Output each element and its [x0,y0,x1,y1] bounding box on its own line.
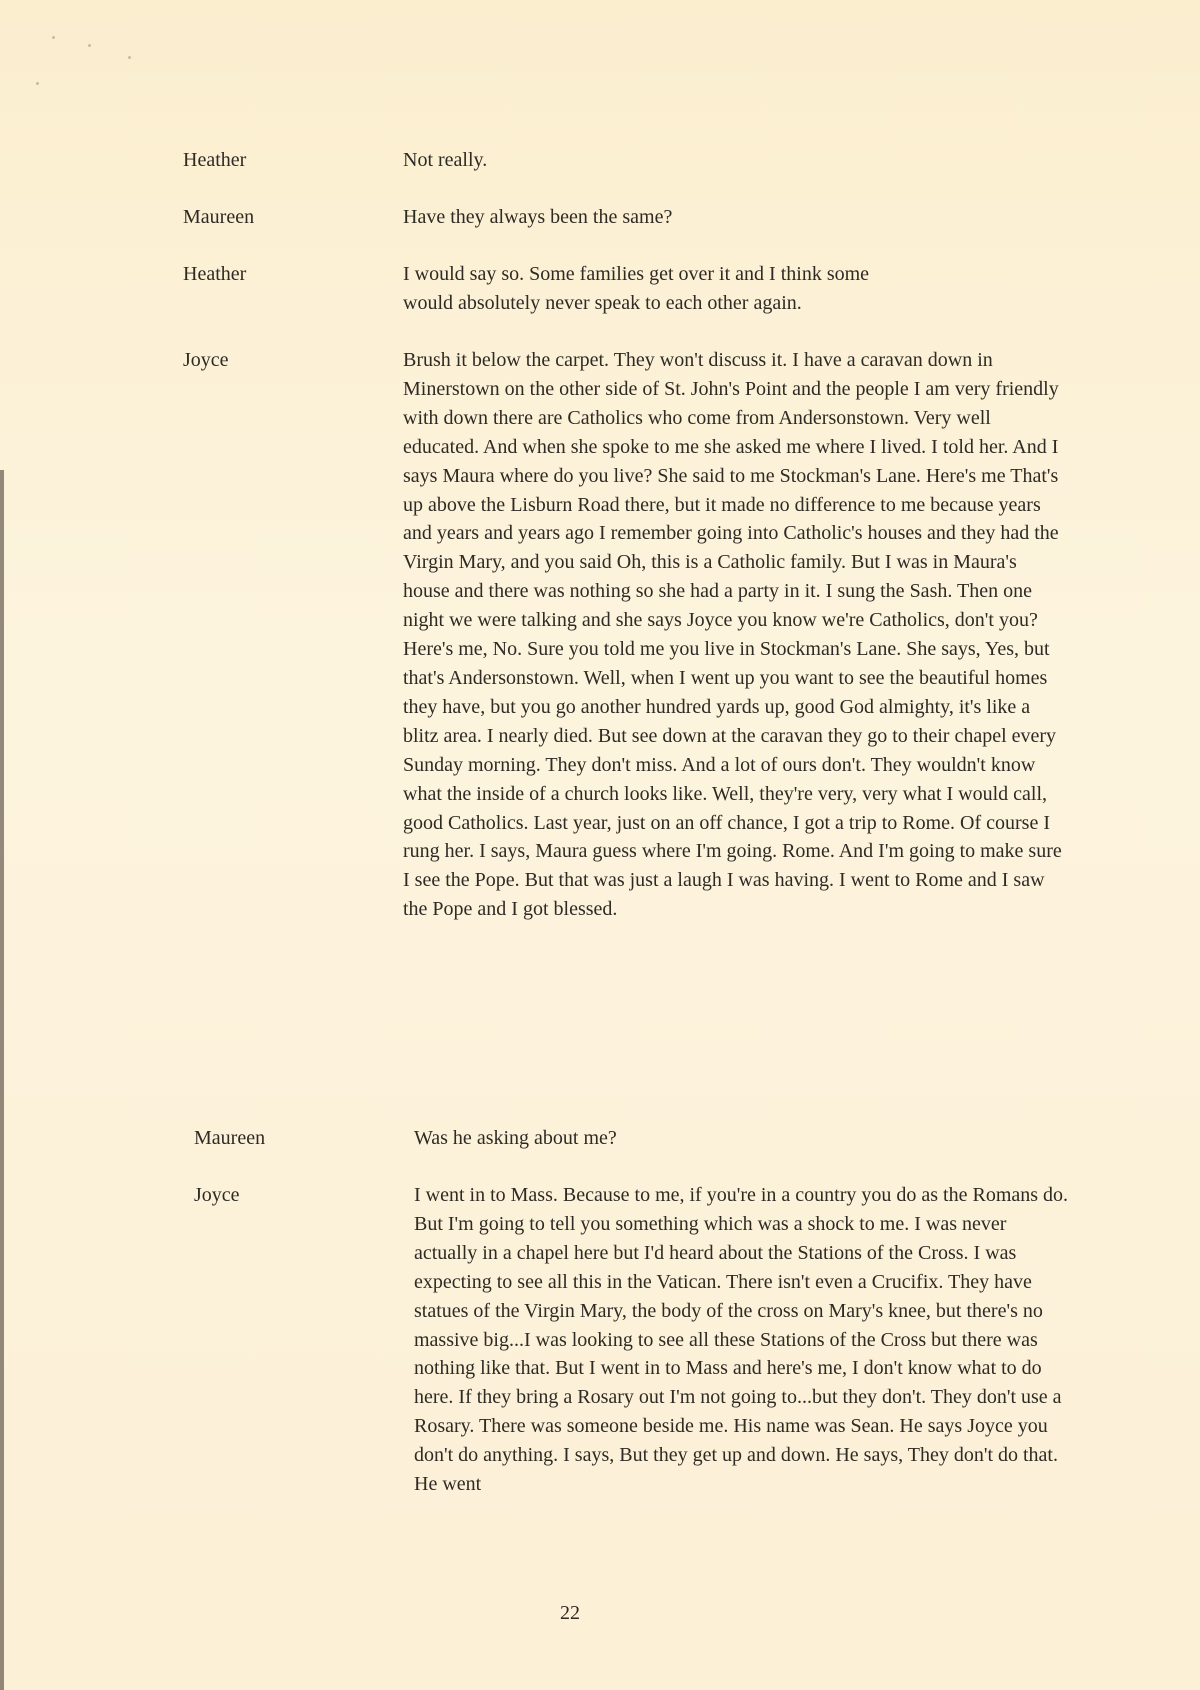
speaker-name: Maureen [194,1127,266,1149]
speech-text: Not really. [403,149,488,171]
speech-text: Have they always been the same? [403,206,673,228]
speaker-name: Heather [183,263,247,285]
transcript-turn [194,1181,1074,1499]
dust-speck [88,44,91,47]
transcript-turn [194,1124,1074,1153]
transcript-turn [183,146,1063,175]
dust-speck [36,82,39,85]
speech-text: Was he asking about me? [414,1127,617,1149]
speech-text: I went in to Mass. Because to me, if you're in a country you do as the Romans do. But I'm going to tell you something which was a shock to me. I was never actually in a chapel here but I'd heard about the Stations of the Cross. I was expecting to see all this in the Vatican. There isn't even a Crucifix. They have statues of the Virgin Mary, the body of the cross on Mary's knee, but there's no massive big...I was looking to see all these Stations of the Cross but there was nothing like that. But I went in to Mass and here's me, I don't know what to do here. If they bring a Rosary out I'm not going to...but they don't. They don't use a Rosary. There was someone beside me. His name was Sean. He says Joyce you don't do anything. I says, But they get up and down. He says, They don't do that. He went [414,1184,1069,1496]
speech-text: I would say so. Some families get over it and I think some would absolutely never speak to each other again. [403,263,870,314]
transcript-turn [183,346,1063,924]
transcript-turn [183,203,1063,232]
transcript-turn [183,260,1063,318]
speaker-name: Heather [183,149,247,171]
speaker-name: Joyce [194,1184,240,1206]
page-edge-shadow [0,470,4,1690]
page-number: 22 [560,1602,580,1624]
dust-speck [128,56,131,59]
speaker-name: Maureen [183,206,255,228]
speech-text: Brush it below the carpet. They won't discuss it. I have a caravan down in Minerstown on the other side of St. John's Point and the people I am very friendly with down there are Catholics who come from Andersonstown. Very well educated. And when she spoke to me she asked me where I lived. I told her. And I says Maura where do you live? She said to me Stockman's Lane. Here's me That's up above the Lisburn Road there, but it made no difference to me because years and years and years ago I remember going into Catholic's houses and they had the Virgin Mary, and you said Oh, this is a Catholic family. But I was in Maura's house and there was nothing so she had a party in it. I sung the Sash. Then one night we were talking and she says Joyce you know we're Catholics, don't you? Here's me, No. Sure you told me you live in Stockman's Lane. She says, Yes, but that's Andersonstown. Well, when I went up you want to see the beautiful homes they have, but you go another hundred yards up, good God almighty, it's like a blitz area. I nearly died. But see down at the caravan they go to their chapel every Sunday morning. They don't miss. And a lot of ours don't. They wouldn't know what the inside of a church looks like. Well, they're very, very what I would call, good Catholics. Last year, just on an off chance, I got a trip to Rome. Of course I rung her. I says, Maura guess where I'm going. Rome. And I'm going to make sure I see the Pope. But that was just a laugh I was having. I went to Rome and I saw the Pope and I got blessed. [403,349,1062,921]
dust-speck [52,36,55,39]
speaker-name: Joyce [183,349,229,371]
